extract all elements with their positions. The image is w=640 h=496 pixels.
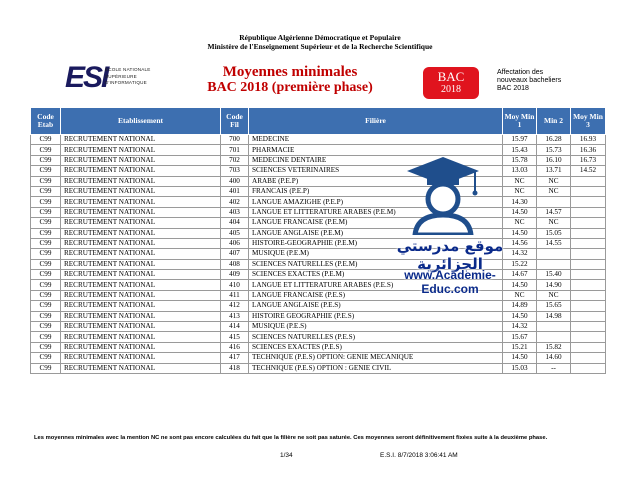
cell-filiere: MUSIQUE (P.E.S): [249, 322, 503, 332]
col-code-etab: Code Etab: [31, 108, 61, 135]
table-row: [31, 290, 606, 300]
logo-line1: ÉCOLE NATIONALE: [105, 67, 151, 72]
cell-moy-min-3: [571, 290, 606, 300]
cell-filiere: LANGUE ET LITTERATURE ARABES (P.E.M): [249, 207, 503, 217]
cell-moy-min-3: [571, 270, 606, 280]
cell-moy-min-3: [571, 218, 606, 228]
logo-line2: SUPÉRIEURE: [105, 73, 137, 79]
col-filiere: Filière: [249, 108, 503, 135]
cell-code-fil: 405: [221, 228, 249, 238]
cell-min-2: [537, 322, 571, 332]
cell-code-fil: 701: [221, 145, 249, 155]
col-min-2: Min 2: [537, 108, 571, 135]
cell-code-fil: 408: [221, 259, 249, 269]
col-moy-min-3: Moy Min 3: [571, 108, 606, 135]
cell-min-2: 15.73: [537, 145, 571, 155]
cell-code-etab: C99: [31, 301, 61, 311]
cell-min-2: 14.57: [537, 207, 571, 217]
cell-code-etab: C99: [31, 363, 61, 373]
cell-etablissement: RECRUTEMENT NATIONAL: [61, 270, 221, 280]
cell-code-etab: C99: [31, 259, 61, 269]
cell-etablissement: RECRUTEMENT NATIONAL: [61, 353, 221, 363]
cell-moy-min-3: 16.36: [571, 145, 606, 155]
affectation-note: [497, 69, 561, 93]
cell-moy-min-3: [571, 176, 606, 186]
cell-min-2: 14.90: [537, 280, 571, 290]
cell-moy-min-1: 14.32: [503, 249, 537, 259]
cell-code-fil: 415: [221, 332, 249, 342]
cell-moy-min-3: [571, 197, 606, 207]
cell-moy-min-1: 15.21: [503, 342, 537, 352]
cell-code-fil: 417: [221, 353, 249, 363]
cell-min-2: 14.60: [537, 353, 571, 363]
cell-filiere: TECHNIQUE (P.E.S) OPTION : GENIE CIVIL: [249, 363, 503, 373]
cell-filiere: SCIENCES EXACTES (P.E.M): [249, 270, 503, 280]
cell-moy-min-3: [571, 363, 606, 373]
cell-code-etab: C99: [31, 218, 61, 228]
cell-code-fil: 412: [221, 301, 249, 311]
cell-filiere: MUSIQUE (P.E.M): [249, 249, 503, 259]
cell-code-etab: C99: [31, 197, 61, 207]
cell-moy-min-1: 14.50: [503, 228, 537, 238]
cell-filiere: HISTOIRE-GEOGRAPHIE (P.E.M): [249, 238, 503, 248]
cell-code-fil: 702: [221, 155, 249, 165]
cell-moy-min-1: 13.03: [503, 166, 537, 176]
cell-moy-min-1: 14.32: [503, 322, 537, 332]
page-title: Moyennes minimales: [222, 64, 358, 80]
cell-etablissement: RECRUTEMENT NATIONAL: [61, 342, 221, 352]
table-row: [31, 322, 606, 332]
print-stamp: E.S.I. 8/7/2018 3:06:41 AM: [380, 452, 458, 459]
affectation-line1: Affectation des: [497, 69, 544, 76]
cell-filiere: MEDECINE DENTAIRE: [249, 155, 503, 165]
cell-code-fil: 700: [221, 135, 249, 145]
cell-moy-min-3: [571, 342, 606, 352]
cell-code-etab: C99: [31, 155, 61, 165]
cell-etablissement: RECRUTEMENT NATIONAL: [61, 259, 221, 269]
logo-text: [105, 67, 151, 87]
cell-code-etab: C99: [31, 270, 61, 280]
logo-line3: D'INFORMATIQUE: [105, 80, 147, 85]
cell-moy-min-1: 14.89: [503, 301, 537, 311]
cell-etablissement: RECRUTEMENT NATIONAL: [61, 322, 221, 332]
cell-min-2: NC: [537, 176, 571, 186]
cell-code-etab: C99: [31, 176, 61, 186]
cell-min-2: --: [537, 363, 571, 373]
cell-moy-min-1: 14.50: [503, 311, 537, 321]
watermark-arabic: موقع مدرستي الجزائرية: [396, 237, 504, 273]
table-row: [31, 311, 606, 321]
cell-min-2: [537, 197, 571, 207]
esi-logo: [65, 63, 165, 93]
table-row: [31, 363, 606, 373]
cell-code-etab: C99: [31, 207, 61, 217]
cell-min-2: [537, 332, 571, 342]
cell-moy-min-3: 14.52: [571, 166, 606, 176]
cell-code-etab: C99: [31, 322, 61, 332]
table-row: [31, 228, 606, 238]
cell-etablissement: RECRUTEMENT NATIONAL: [61, 280, 221, 290]
cell-code-etab: C99: [31, 249, 61, 259]
cell-min-2: 15.65: [537, 301, 571, 311]
cell-moy-min-3: 16.93: [571, 135, 606, 145]
table-row: [31, 218, 606, 228]
page-number: 1/34: [280, 452, 293, 459]
graduate-icon: [405, 155, 481, 235]
cell-moy-min-1: NC: [503, 176, 537, 186]
cell-moy-min-1: 14.50: [503, 280, 537, 290]
cell-code-fil: 402: [221, 197, 249, 207]
cell-code-fil: 418: [221, 363, 249, 373]
cell-filiere: ARABE (P.E.P): [249, 176, 503, 186]
cell-moy-min-3: [571, 259, 606, 269]
cell-min-2: 13.71: [537, 166, 571, 176]
cell-etablissement: RECRUTEMENT NATIONAL: [61, 166, 221, 176]
table-row: [31, 270, 606, 280]
cell-moy-min-3: [571, 228, 606, 238]
cell-etablissement: RECRUTEMENT NATIONAL: [61, 311, 221, 321]
cell-moy-min-1: 14.50: [503, 207, 537, 217]
cell-moy-min-1: 15.67: [503, 332, 537, 342]
cell-min-2: 16.10: [537, 155, 571, 165]
cell-etablissement: RECRUTEMENT NATIONAL: [61, 207, 221, 217]
cell-filiere: PHARMACIE: [249, 145, 503, 155]
table-row: [31, 207, 606, 217]
cell-filiere: MEDECINE: [249, 135, 503, 145]
cell-filiere: FRANCAIS (P.E.P): [249, 186, 503, 196]
table-row: [31, 166, 606, 176]
cell-code-etab: C99: [31, 332, 61, 342]
cell-etablissement: RECRUTEMENT NATIONAL: [61, 186, 221, 196]
cell-etablissement: RECRUTEMENT NATIONAL: [61, 135, 221, 145]
cell-moy-min-3: [571, 332, 606, 342]
cell-moy-min-3: [571, 322, 606, 332]
cell-code-fil: 414: [221, 322, 249, 332]
cell-etablissement: RECRUTEMENT NATIONAL: [61, 301, 221, 311]
cell-etablissement: RECRUTEMENT NATIONAL: [61, 249, 221, 259]
table-row: [31, 238, 606, 248]
table-row: [31, 332, 606, 342]
cell-moy-min-1: 14.30: [503, 197, 537, 207]
cell-filiere: SCIENCES NATURELLES (P.E.S): [249, 332, 503, 342]
cell-code-fil: 410: [221, 280, 249, 290]
cell-etablissement: RECRUTEMENT NATIONAL: [61, 176, 221, 186]
cell-moy-min-1: 14.50: [503, 353, 537, 363]
table-row: [31, 145, 606, 155]
cell-filiere: SCIENCES EXACTES (P.E.S): [249, 342, 503, 352]
table-row: [31, 186, 606, 196]
header-ministry: Ministère de l'Enseignement Supérieur et de la Recherche Scientifique: [207, 42, 433, 51]
cell-filiere: SCIENCES NATURELLES (P.E.M): [249, 259, 503, 269]
cell-filiere: LANGUE ANGLAISE (P.E.M): [249, 228, 503, 238]
cell-moy-min-1: 15.43: [503, 145, 537, 155]
cell-etablissement: RECRUTEMENT NATIONAL: [61, 363, 221, 373]
cell-code-fil: 403: [221, 207, 249, 217]
page-subtitle: BAC 2018 (première phase): [207, 80, 373, 95]
cell-code-fil: 413: [221, 311, 249, 321]
table-row: [31, 301, 606, 311]
cell-code-etab: C99: [31, 280, 61, 290]
cell-moy-min-1: 14.56: [503, 238, 537, 248]
cell-filiere: LANGUE AMAZIGHE (P.E.P): [249, 197, 503, 207]
cell-etablissement: RECRUTEMENT NATIONAL: [61, 238, 221, 248]
cell-code-etab: C99: [31, 186, 61, 196]
affectation-line3: BAC 2018: [497, 85, 529, 92]
cell-code-etab: C99: [31, 290, 61, 300]
header-republic: République Algérienne Démocratique et Populaire: [239, 33, 401, 42]
affectation-line2: nouveaux bacheliers: [497, 77, 562, 84]
bac-badge-year: 2018: [441, 84, 461, 95]
cell-min-2: [537, 259, 571, 269]
cell-moy-min-1: NC: [503, 218, 537, 228]
cell-code-etab: C99: [31, 238, 61, 248]
cell-etablissement: RECRUTEMENT NATIONAL: [61, 145, 221, 155]
cell-moy-min-1: 14.67: [503, 270, 537, 280]
cell-etablissement: RECRUTEMENT NATIONAL: [61, 290, 221, 300]
cell-code-etab: C99: [31, 353, 61, 363]
bac-badge-label: BAC: [437, 69, 465, 84]
cell-filiere: HISTOIRE GEOGRAPHIE (P.E.S): [249, 311, 503, 321]
cell-moy-min-1: 15.97: [503, 135, 537, 145]
cell-filiere: LANGUE FRANCAISE (P.E.S): [249, 290, 503, 300]
cell-code-fil: 409: [221, 270, 249, 280]
cell-code-fil: 411: [221, 290, 249, 300]
cell-filiere: LANGUE ANGLAISE (P.E.S): [249, 301, 503, 311]
col-etablissement: Etablissement: [61, 108, 221, 135]
cell-etablissement: RECRUTEMENT NATIONAL: [61, 155, 221, 165]
cell-moy-min-1: 15.22: [503, 259, 537, 269]
cell-moy-min-3: [571, 186, 606, 196]
cell-moy-min-3: [571, 311, 606, 321]
cell-etablissement: RECRUTEMENT NATIONAL: [61, 218, 221, 228]
cell-moy-min-3: [571, 280, 606, 290]
cell-min-2: [537, 249, 571, 259]
cell-moy-min-3: [571, 301, 606, 311]
cell-moy-min-3: [571, 353, 606, 363]
cell-code-fil: 401: [221, 186, 249, 196]
cell-min-2: 14.98: [537, 311, 571, 321]
cell-code-fil: 400: [221, 176, 249, 186]
cell-code-etab: C99: [31, 166, 61, 176]
cell-min-2: 16.28: [537, 135, 571, 145]
cell-etablissement: RECRUTEMENT NATIONAL: [61, 197, 221, 207]
table-row: [31, 280, 606, 290]
bac-badge: [423, 67, 479, 99]
logo-mark: ESI: [65, 61, 108, 94]
cell-code-fil: 416: [221, 342, 249, 352]
cell-code-fil: 406: [221, 238, 249, 248]
cell-moy-min-1: 15.03: [503, 363, 537, 373]
cell-moy-min-1: NC: [503, 186, 537, 196]
cell-moy-min-3: 16.73: [571, 155, 606, 165]
cell-filiere: LANGUE ET LITTERATURE ARABES (P.E.S): [249, 280, 503, 290]
cell-min-2: 15.82: [537, 342, 571, 352]
cell-code-etab: C99: [31, 228, 61, 238]
cell-moy-min-3: [571, 207, 606, 217]
cell-code-etab: C99: [31, 342, 61, 352]
cell-filiere: TECHNIQUE (P.E.S) OPTION: GENIE MECANIQUE: [249, 353, 503, 363]
col-moy-min-1: Moy Min 1: [503, 108, 537, 135]
table-row: [31, 176, 606, 186]
watermark-url: www.Academie-Educ.com: [404, 268, 496, 296]
results-table: [30, 107, 606, 374]
cell-code-etab: C99: [31, 311, 61, 321]
cell-etablissement: RECRUTEMENT NATIONAL: [61, 228, 221, 238]
table-row: [31, 135, 606, 145]
cell-filiere: LANGUE FRANCAISE (P.E.M): [249, 218, 503, 228]
table-row: [31, 155, 606, 165]
table-row: [31, 342, 606, 352]
cell-min-2: NC: [537, 218, 571, 228]
table-row: [31, 197, 606, 207]
cell-code-fil: 404: [221, 218, 249, 228]
table-header-row: [31, 108, 606, 135]
cell-moy-min-3: [571, 238, 606, 248]
cell-min-2: 15.05: [537, 228, 571, 238]
col-code-fil: Code Fil: [221, 108, 249, 135]
table-body: [31, 135, 606, 374]
cell-code-fil: 703: [221, 166, 249, 176]
cell-min-2: 15.40: [537, 270, 571, 280]
cell-min-2: NC: [537, 186, 571, 196]
cell-code-etab: C99: [31, 135, 61, 145]
cell-code-etab: C99: [31, 145, 61, 155]
cell-filiere: SCIENCES VETERINAIRES: [249, 166, 503, 176]
cell-moy-min-1: NC: [503, 290, 537, 300]
cell-etablissement: RECRUTEMENT NATIONAL: [61, 332, 221, 342]
table-row: [31, 259, 606, 269]
cell-moy-min-1: 15.78: [503, 155, 537, 165]
table-row: [31, 353, 606, 363]
footer-note: Les moyennes minimales avec la mention NC ne sont pas encore calculées du fait que la filière ne soit pas saturée. Ces moyennes seront définitivement fixées suite à la deuxième phase.: [34, 435, 548, 441]
cell-code-fil: 407: [221, 249, 249, 259]
cell-min-2: 14.55: [537, 238, 571, 248]
table-row: [31, 249, 606, 259]
cell-moy-min-3: [571, 249, 606, 259]
cell-min-2: NC: [537, 290, 571, 300]
